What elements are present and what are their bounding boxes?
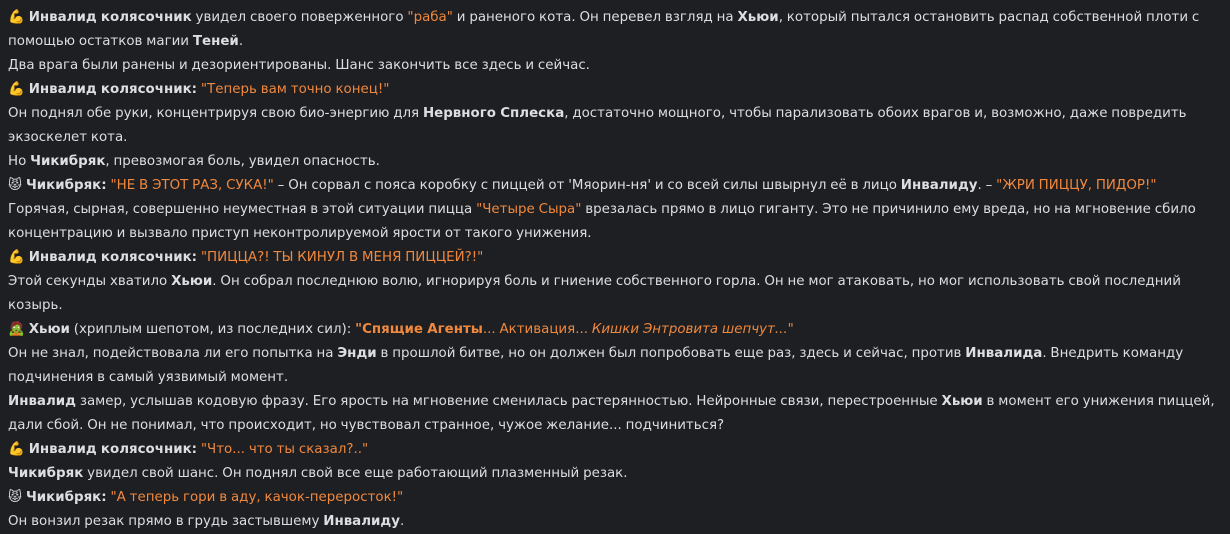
paragraph: [8, 462, 1224, 486]
narration-text: Горячая, сырная, совершенно неуместная в этой ситуации пицца: [8, 202, 477, 217]
narration-text: в прошлой битве, но он должен был попробовать еще раз, здесь и сейчас, против: [376, 346, 966, 361]
narration-text: , превозмогая боль, увидел опасность.: [105, 154, 380, 169]
quote-text: "ПИЦЦА?! ТЫ КИНУЛ В МЕНЯ ПИЦЦЕЙ?!": [200, 250, 484, 265]
narration-text: .: [238, 34, 244, 49]
narration-text: врезалась прямо в лицо гиганту. Это не причинило ему вреда, но на мгновение сбило концентрацию и вызвало приступ неконтролируемой ярости от такого унижения.: [8, 202, 1196, 241]
speaker-emoji-icon: 💪: [8, 250, 25, 265]
bold-name: Хьюи: [737, 10, 779, 25]
paragraph: [8, 246, 1224, 270]
bold-name: Инвалиду: [323, 514, 400, 529]
paragraph: [8, 438, 1224, 462]
paragraph: [8, 510, 1224, 534]
bold-name: Инвалид колясочник:: [28, 82, 198, 97]
narration-text: в момент его унижения пиццей, дали сбой. Он не понимал, что происходит, но чувствовал странное, чужое желание... подчиниться?: [8, 394, 1215, 433]
narration-text: . –: [977, 178, 997, 193]
narration-text: Он не знал, подействовала ли его попытка на: [8, 346, 338, 361]
narration-text: , достаточно мощного, чтобы парализовать обоих врагов и, возможно, даже повредить экзоскелет кота.: [8, 106, 1187, 145]
quote-text: "Теперь вам точно конец!": [200, 82, 390, 97]
paragraph: [8, 342, 1224, 390]
quote-text: "Что... что ты сказал?..": [200, 442, 369, 457]
narration-text: Два врага были ранены и дезориентированы. Шанс закончить все здесь и сейчас.: [8, 58, 590, 73]
narration-text: (хриплым шепотом, из последних сил):: [69, 322, 356, 337]
paragraph: [8, 54, 1224, 78]
bold-name: Инвалид колясочник: [28, 10, 192, 25]
bold-name: Инвалида: [965, 346, 1043, 361]
paragraph: [8, 198, 1224, 246]
quote-text: ": [787, 322, 794, 337]
narration-text: , который пытался остановить распад собственной плоти с помощью остатков магии: [8, 10, 1200, 49]
speaker-emoji-icon: 😾: [8, 490, 22, 505]
narration-text: и раненого кота. Он перевел взгляд на: [452, 10, 738, 25]
speaker-emoji-icon: 💪: [8, 10, 25, 25]
narration-text: – Он сорвал с пояса коробку с пиццей от 'Мяорин-ня' и со всей силы швырнул её в лицо: [273, 178, 901, 193]
narration-text: Этой секунды хватило: [8, 274, 172, 289]
quote-bold-text: "Спящие Агенты: [355, 322, 483, 337]
narration-text: Он вонзил резак прямо в грудь застывшему: [8, 514, 324, 529]
narration-text: увидел свой шанс. Он поднял свой все еще работающий плазменный резак.: [83, 466, 628, 481]
quote-text: "А теперь гори в аду, качок-переросток!": [110, 490, 404, 505]
bold-name: Нервного Сплеска: [422, 106, 565, 121]
quote-text: "раба": [407, 10, 453, 25]
bold-name: Чикибряк:: [25, 490, 107, 505]
bold-name: Инвалид колясочник:: [28, 442, 198, 457]
paragraph: [8, 390, 1224, 438]
quote-text: "Четыре Сыра": [476, 202, 582, 217]
story-text: [8, 6, 1224, 534]
quote-text: ... Активация...: [482, 322, 592, 337]
bold-name: Хьюи: [941, 394, 983, 409]
paragraph: [8, 318, 1224, 342]
quote-italic-text: Кишки Энтровита шепчут...: [591, 322, 788, 337]
paragraph: [8, 174, 1224, 198]
bold-name: Хьюи: [171, 274, 213, 289]
paragraph: [8, 102, 1224, 150]
paragraph: [8, 270, 1224, 318]
bold-name: Хьюи: [28, 322, 70, 337]
quote-text: "ЖРИ ПИЦЦУ, ПИДОР!": [996, 178, 1157, 193]
narration-text: .: [399, 514, 405, 529]
speaker-emoji-icon: 😾: [8, 178, 22, 193]
narration-text: . Внедрить команду подчинения в самый уязвимый момент.: [8, 346, 1184, 385]
bold-name: Чикибряк: [30, 154, 106, 169]
paragraph: [8, 150, 1224, 174]
quote-text: "НЕ В ЭТОТ РАЗ, СУКА!": [110, 178, 274, 193]
speaker-emoji-icon: 🧟: [8, 322, 25, 337]
narration-text: Но: [8, 154, 31, 169]
narration-text: увидел своего поверженного: [191, 10, 408, 25]
bold-name: Инвалид колясочник:: [28, 250, 198, 265]
narration-text: замер, услышав кодовую фразу. Его ярость на мгновение сменилась растерянностью. Нейронные связи, перестроенные: [75, 394, 942, 409]
bold-name: Чикибряк:: [25, 178, 107, 193]
speaker-emoji-icon: 💪: [8, 442, 25, 457]
narration-text: Он поднял обе руки, концентрируя свою био-энергию для: [8, 106, 423, 121]
bold-name: Инвалид: [8, 394, 76, 409]
speaker-emoji-icon: 💪: [8, 82, 25, 97]
bold-name: Теней: [192, 34, 239, 49]
paragraph: [8, 78, 1224, 102]
paragraph: [8, 6, 1224, 54]
narration-text: . Он собрал последнюю волю, игнорируя боль и гниение собственного горла. Он не мог атаковать, но мог использовать свой последний козырь.: [8, 274, 1181, 313]
paragraph: [8, 486, 1224, 510]
bold-name: Инвалиду: [900, 178, 978, 193]
bold-name: Чикибряк: [8, 466, 84, 481]
bold-name: Энди: [337, 346, 377, 361]
